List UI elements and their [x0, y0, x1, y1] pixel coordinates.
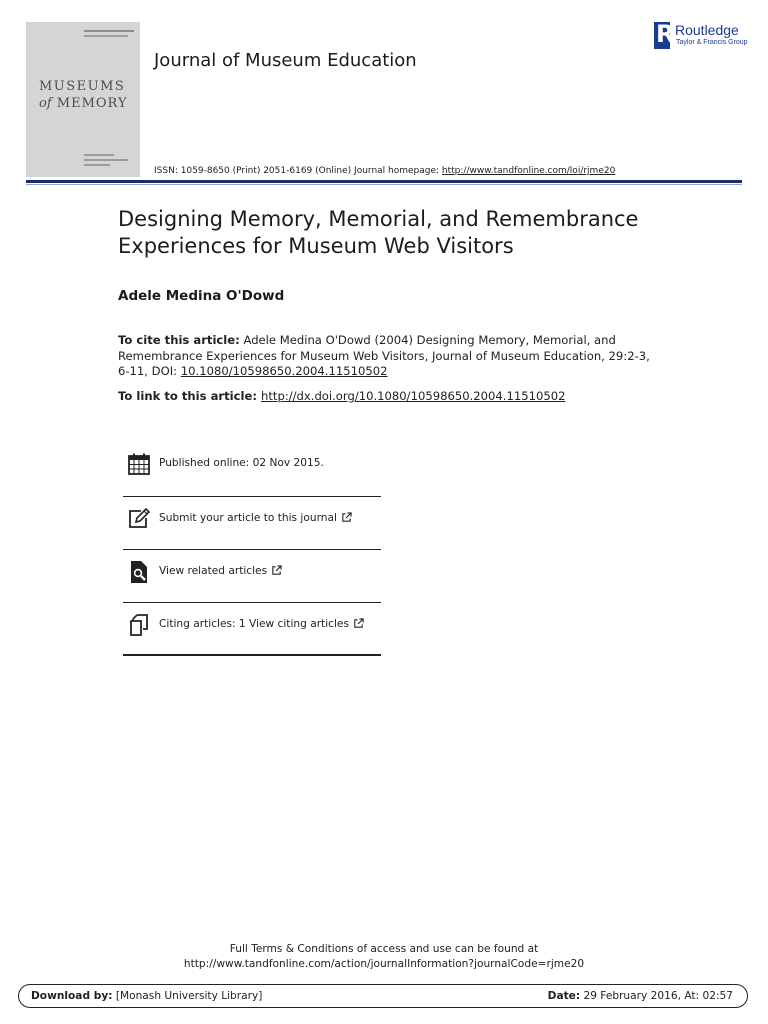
issn-text: ISSN: 1059-8650 (Print) 2051-6169 (Online) Journal homepage:	[154, 166, 442, 176]
cover-title-line2: MEMORY	[56, 96, 128, 111]
doi-link[interactable]: 10.1080/10598650.2004.11510502	[180, 364, 388, 378]
link-label: To link to this article:	[118, 389, 262, 403]
published-online-row	[123, 438, 381, 490]
header-divider	[26, 180, 742, 183]
publisher-subtitle: Taylor & Francis Group	[676, 39, 748, 46]
cover-title-line1: MUSEUMS	[39, 79, 126, 94]
journal-title: Journal of Museum Education	[154, 50, 417, 71]
download-label: Download by:	[31, 990, 113, 1002]
external-link-icon	[353, 618, 364, 629]
terms-url-link[interactable]: http://www.tandfonline.com/action/journalInformation?journalCode=rjme20	[183, 958, 585, 970]
publisher-logo[interactable]	[654, 22, 754, 50]
article-author: Adele Medina O'Dowd	[118, 288, 285, 304]
date-label: Date:	[547, 990, 581, 1002]
cite-label: To cite this article:	[118, 333, 240, 347]
download-info-bar	[18, 984, 748, 1008]
cite-text: Adele Medina O'Dowd (2004) Designing Memory, Memorial, and Remembrance Experiences for Museum Web Visitors, Journal of Museum Education, 29:2-3, 6-11, DOI:	[118, 333, 650, 378]
terms-conditions	[0, 942, 768, 972]
journal-cover	[26, 22, 140, 177]
terms-line1: Full Terms & Conditions of access and use can be found at	[229, 943, 539, 955]
submit-article-link[interactable]	[159, 512, 352, 524]
cover-decoration	[84, 159, 128, 161]
citing-articles-link[interactable]	[159, 618, 364, 630]
routledge-logo-icon: R	[656, 20, 675, 48]
cover-decoration	[84, 30, 134, 32]
published-online-text: Published online: 02 Nov 2015.	[159, 457, 324, 469]
citing-articles-text: Citing articles: 1 View citing articles	[159, 618, 349, 630]
copy-documents-icon	[127, 613, 151, 637]
search-document-icon	[127, 560, 151, 584]
cover-decoration	[84, 164, 110, 166]
related-articles-row[interactable]	[123, 546, 381, 598]
article-title	[118, 206, 678, 260]
edit-icon	[127, 507, 151, 531]
citing-articles-row[interactable]	[123, 599, 381, 651]
link-block	[118, 389, 678, 405]
article-title-line2: Experiences for Museum Web Visitors	[118, 234, 514, 258]
issn-line	[154, 166, 615, 176]
citation-block	[118, 333, 658, 380]
publisher-name: Routledge	[675, 22, 739, 38]
submit-article-text: Submit your article to this journal	[159, 512, 337, 524]
cover-title-of: of	[39, 96, 52, 111]
download-value: [Monash University Library]	[112, 990, 263, 1002]
related-articles-text: View related articles	[159, 565, 268, 577]
article-url-link[interactable]: http://dx.doi.org/10.1080/10598650.2004.11510502	[261, 389, 566, 403]
download-by	[31, 990, 262, 1002]
article-title-line1: Designing Memory, Memorial, and Remembrance	[118, 207, 639, 231]
external-link-icon	[271, 565, 282, 576]
header-divider-thin	[26, 184, 742, 185]
external-link-icon	[341, 512, 352, 523]
related-articles-link[interactable]	[159, 565, 282, 577]
download-date	[548, 990, 733, 1002]
date-value: 29 February 2016, At: 02:57	[580, 990, 733, 1002]
calendar-icon	[127, 452, 151, 476]
list-divider-bottom	[123, 654, 381, 656]
cover-title	[39, 78, 139, 112]
journal-homepage-link[interactable]: http://www.tandfonline.com/loi/rjme20	[441, 166, 616, 176]
cover-decoration	[84, 35, 128, 37]
submit-article-row[interactable]	[123, 493, 381, 545]
cover-decoration	[84, 154, 114, 156]
